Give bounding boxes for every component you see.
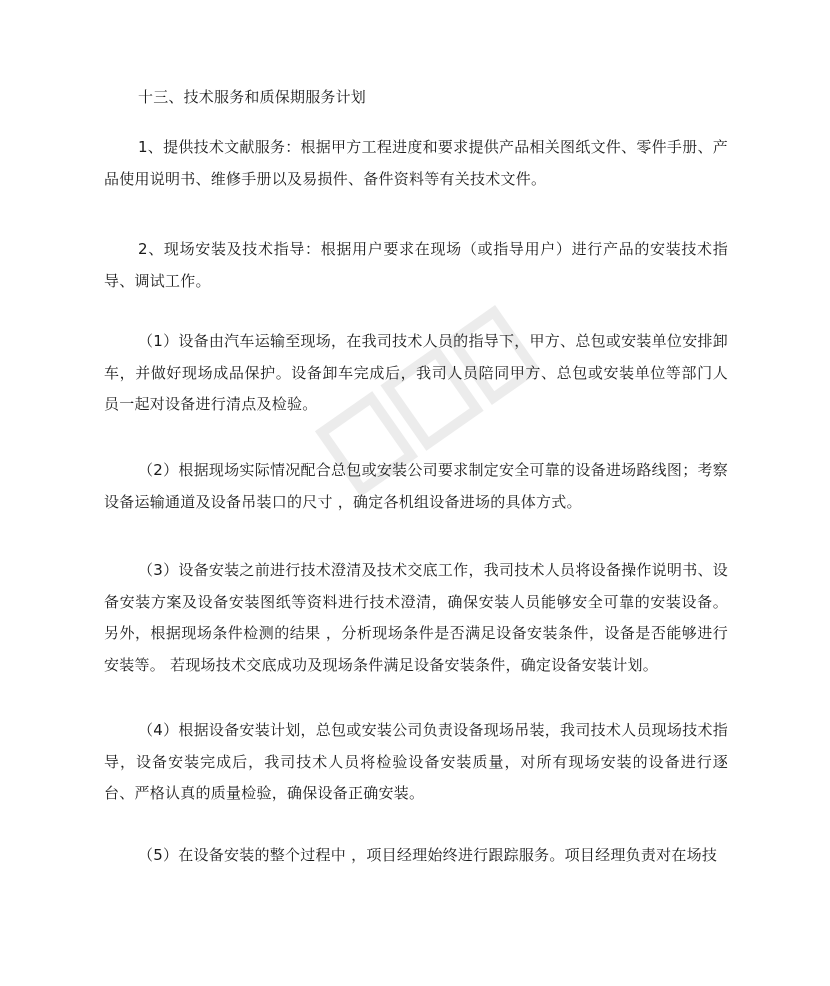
paragraph-1: 1、提供技术文献服务：根据甲方工程进度和要求提供产品相关图纸文件、零件手册、产品使用说明书、维修手册以及易损件、备件资料等有关技术文件。	[104, 138, 728, 188]
paragraph-4: （2）根据现场实际情况配合总包或安装公司要求制定安全可靠的设备进场路线图；考察设备运输通道及设备吊装口的尺寸 ，确定各机组设备进场的具体方式。	[104, 461, 728, 511]
paragraph-2: 2、现场安装及技术指导：根据用户要求在现场（或指导用户）进行产品的安装技术指导、调试工作。	[104, 240, 728, 290]
section-heading: 十三、技术服务和质保期服务计划	[138, 88, 367, 106]
watermark-logo	[300, 280, 560, 580]
paragraph-7: （5）在设备安装的整个过程中 ，项目经理始终进行跟踪服务。项目经理负责对在场技	[138, 846, 718, 864]
paragraph-5: （3）设备安装之前进行技术澄清及技术交底工作，我司技术人员将设备操作说明书、设备安装方案及设备安装图纸等资料进行技术澄清，确保安装人员能够安全可靠的安装设备。 另外，根据现场条件检测的结果 ，分析现场条件是否满足设备安装条件，设备是否能够进行安装等。 若现场技术交底成功及现场条件满足设备安装条件，确定设备安装计划。	[104, 561, 728, 674]
paragraph-3: （1）设备由汽车运输至现场，在我司技术人员的指导下，甲方、总包或安装单位安排卸车，并做好现场成品保护。设备卸车完成后，我司人员陪同甲方、总包或安装单位等部门人员一起对设备进行清点及检验。	[104, 332, 728, 413]
paragraph-6: （4）根据设备安装计划，总包或安装公司负责设备现场吊装，我司技术人员现场技术指导，设备安装完成后，我司技术人员将检验设备安装质量，对所有现场安装的设备进行逐台、严格认真的质量检验，确保设备正确安装。	[104, 721, 728, 802]
